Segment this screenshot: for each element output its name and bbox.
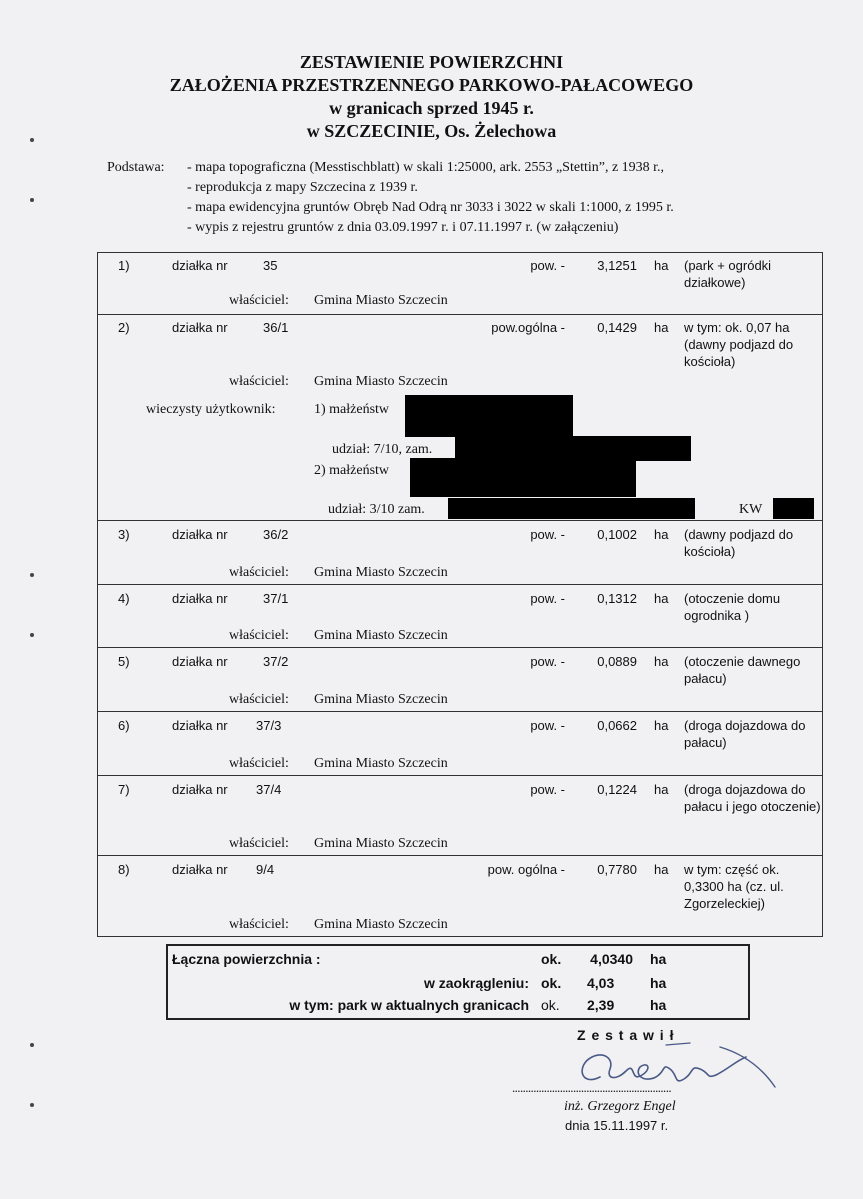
area-value: 0,1002 bbox=[597, 527, 637, 542]
area-value: 3,1251 bbox=[597, 258, 637, 273]
parcel-number: 35 bbox=[263, 258, 278, 273]
basis-line: - reprodukcja z mapy Szczecina z 1939 r. bbox=[187, 180, 418, 195]
area-value: 0,1429 bbox=[597, 320, 637, 335]
total-area-unit: ha bbox=[650, 951, 667, 967]
parcel-note: (dawny podjazd do kościoła) bbox=[684, 527, 794, 559]
owner-name: Gmina Miasto Szczecin bbox=[314, 836, 448, 851]
area-unit: ha bbox=[654, 654, 669, 669]
punch-hole-mark bbox=[30, 573, 34, 577]
basis-line: - mapa topograficzna (Messtischblatt) w skali 1:25000, ark. 2553 „Stettin”, z 1938 r., bbox=[187, 160, 665, 175]
area-label: pow. - bbox=[530, 718, 565, 733]
punch-hole-mark bbox=[30, 1043, 34, 1047]
owner-name: Gmina Miasto Szczecin bbox=[314, 374, 448, 389]
row-separator bbox=[97, 520, 823, 521]
parcel-number: 37/4 bbox=[256, 782, 282, 797]
owner-name: Gmina Miasto Szczecin bbox=[314, 628, 448, 643]
basis-label: Podstawa: bbox=[107, 160, 165, 175]
row-separator bbox=[97, 855, 823, 856]
table-border bbox=[97, 252, 823, 253]
owner-name: Gmina Miasto Szczecin bbox=[314, 565, 448, 580]
parcel-label: działka nr bbox=[172, 320, 228, 335]
owner-name: Gmina Miasto Szczecin bbox=[314, 293, 448, 308]
parcel-label: działka nr bbox=[172, 591, 228, 606]
area-label: pow. ogólna - bbox=[487, 862, 565, 877]
row-number: 1) bbox=[118, 258, 130, 273]
park-area-label: w tym: park w aktualnych granicach bbox=[289, 997, 529, 1013]
parcel-label: działka nr bbox=[172, 782, 228, 797]
owner-name: Gmina Miasto Szczecin bbox=[314, 756, 448, 771]
parcel-number: 9/4 bbox=[256, 862, 275, 877]
area-label: pow. - bbox=[530, 654, 565, 669]
parcel-note: (droga dojazdowa do pałacu) bbox=[684, 718, 806, 750]
area-label: pow.ogólna - bbox=[491, 320, 565, 335]
parcel-note: w tym: część ok. 0,3300 ha (cz. ul. Zgorzeleckiej) bbox=[684, 862, 784, 911]
parcel-note: (otoczenie dawnego pałacu) bbox=[684, 654, 801, 686]
title-line-2: ZAŁOŻENIA PRZESTRZENNEGO PARKOWO-PAŁACOWEGO bbox=[169, 75, 694, 95]
parcel-label: działka nr bbox=[172, 258, 228, 273]
area-unit: ha bbox=[654, 320, 669, 335]
redaction-block bbox=[773, 498, 814, 519]
row-number: 8) bbox=[118, 862, 130, 877]
title-line-1: ZESTAWIENIE POWIERZCHNI bbox=[299, 52, 564, 72]
rounded-area-label: w zaokrągleniu: bbox=[423, 975, 529, 991]
punch-hole-mark bbox=[30, 633, 34, 637]
area-unit: ha bbox=[654, 862, 669, 877]
parcel-label: działka nr bbox=[172, 527, 228, 542]
area-value: 0,0889 bbox=[597, 654, 637, 669]
park-area-value: 2,39 bbox=[587, 997, 615, 1013]
owner-label: właściciel: bbox=[229, 628, 289, 643]
total-area-label: Łączna powierzchnia : bbox=[172, 951, 321, 967]
owner-label: właściciel: bbox=[229, 565, 289, 580]
share-1-label: udział: 7/10, zam. bbox=[332, 442, 433, 457]
parcel-number: 37/1 bbox=[263, 591, 289, 606]
area-value: 0,7780 bbox=[597, 862, 637, 877]
row-number: 7) bbox=[118, 782, 130, 797]
parcel-note: (otoczenie domu ogrodnika ) bbox=[684, 591, 781, 623]
redaction-block bbox=[405, 395, 573, 437]
row-separator bbox=[97, 314, 823, 315]
parcel-number: 36/2 bbox=[263, 527, 289, 542]
parcel-number: 37/2 bbox=[263, 654, 289, 669]
owner-label: właściciel: bbox=[229, 756, 289, 771]
share-2-label: udział: 3/10 zam. bbox=[328, 502, 425, 517]
rounded-ok: ok. bbox=[541, 975, 562, 991]
area-unit: ha bbox=[654, 591, 669, 606]
parcel-note: w tym: ok. 0,07 ha (dawny podjazd do kościoła) bbox=[684, 320, 794, 369]
rounded-area-unit: ha bbox=[650, 975, 667, 991]
total-ok: ok. bbox=[541, 951, 562, 967]
row-separator bbox=[97, 711, 823, 712]
compiled-by-label: Z e s t a w i ł bbox=[577, 1027, 675, 1043]
row-number: 4) bbox=[118, 591, 130, 606]
area-value: 0,1224 bbox=[597, 782, 637, 797]
area-value: 0,0662 bbox=[597, 718, 637, 733]
spouse-2-label: 2) małżeństw bbox=[314, 463, 390, 478]
area-unit: ha bbox=[654, 258, 669, 273]
spouse-1-label: 1) małżeństw bbox=[314, 402, 390, 417]
row-number: 5) bbox=[118, 654, 130, 669]
compile-date: dnia 15.11.1997 r. bbox=[565, 1118, 669, 1133]
title-line-3: w granicach sprzed 1945 r. bbox=[329, 98, 534, 118]
rounded-area-value: 4,03 bbox=[587, 975, 615, 991]
redaction-block bbox=[410, 458, 636, 497]
owner-label: właściciel: bbox=[229, 293, 289, 308]
row-number: 2) bbox=[118, 320, 130, 335]
owner-label: właściciel: bbox=[229, 836, 289, 851]
area-unit: ha bbox=[654, 527, 669, 542]
area-label: pow. - bbox=[530, 527, 565, 542]
parcel-number: 37/3 bbox=[256, 718, 282, 733]
parcel-label: działka nr bbox=[172, 862, 228, 877]
basis-line: - wypis z rejestru gruntów z dnia 03.09.1997 r. i 07.11.1997 r. (w załączeniu) bbox=[187, 220, 619, 235]
owner-label: właściciel: bbox=[229, 374, 289, 389]
area-value: 0,1312 bbox=[597, 591, 637, 606]
compiler-name: inż. Grzegorz Engel bbox=[564, 1099, 676, 1114]
redaction-block bbox=[448, 498, 695, 519]
area-label: pow. - bbox=[530, 591, 565, 606]
owner-name: Gmina Miasto Szczecin bbox=[314, 917, 448, 932]
parcel-label: działka nr bbox=[172, 654, 228, 669]
parcel-number: 36/1 bbox=[263, 320, 289, 335]
basis-line: - mapa ewidencyjna gruntów Obręb Nad Odrą nr 3033 i 3022 w skali 1:1000, z 1995 r. bbox=[187, 200, 674, 215]
area-label: pow. - bbox=[530, 258, 565, 273]
area-unit: ha bbox=[654, 782, 669, 797]
area-unit: ha bbox=[654, 718, 669, 733]
park-area-unit: ha bbox=[650, 997, 667, 1013]
table-border bbox=[97, 936, 823, 937]
park-ok: ok. bbox=[541, 997, 560, 1013]
table-border bbox=[97, 252, 98, 937]
row-number: 3) bbox=[118, 527, 130, 542]
row-separator bbox=[97, 775, 823, 776]
parcel-label: działka nr bbox=[172, 718, 228, 733]
owner-name: Gmina Miasto Szczecin bbox=[314, 692, 448, 707]
signature-dotted-line: ............................................................ bbox=[512, 1080, 672, 1095]
parcel-note: (droga dojazdowa do pałacu i jego otoczenie) bbox=[684, 782, 821, 814]
table-border bbox=[822, 252, 823, 937]
perpetual-user-label: wieczysty użytkownik: bbox=[146, 402, 276, 417]
owner-label: właściciel: bbox=[229, 917, 289, 932]
land-register-label: KW bbox=[739, 502, 763, 517]
total-area-value: 4,0340 bbox=[590, 951, 633, 967]
parcel-note: (park + ogródki działkowe) bbox=[684, 258, 772, 290]
punch-hole-mark bbox=[30, 1103, 34, 1107]
row-separator bbox=[97, 584, 823, 585]
title-line-4: w SZCZECINIE, Os. Żelechowa bbox=[306, 121, 557, 141]
owner-label: właściciel: bbox=[229, 692, 289, 707]
row-number: 6) bbox=[118, 718, 130, 733]
punch-hole-mark bbox=[30, 198, 34, 202]
row-separator bbox=[97, 647, 823, 648]
area-label: pow. - bbox=[530, 782, 565, 797]
